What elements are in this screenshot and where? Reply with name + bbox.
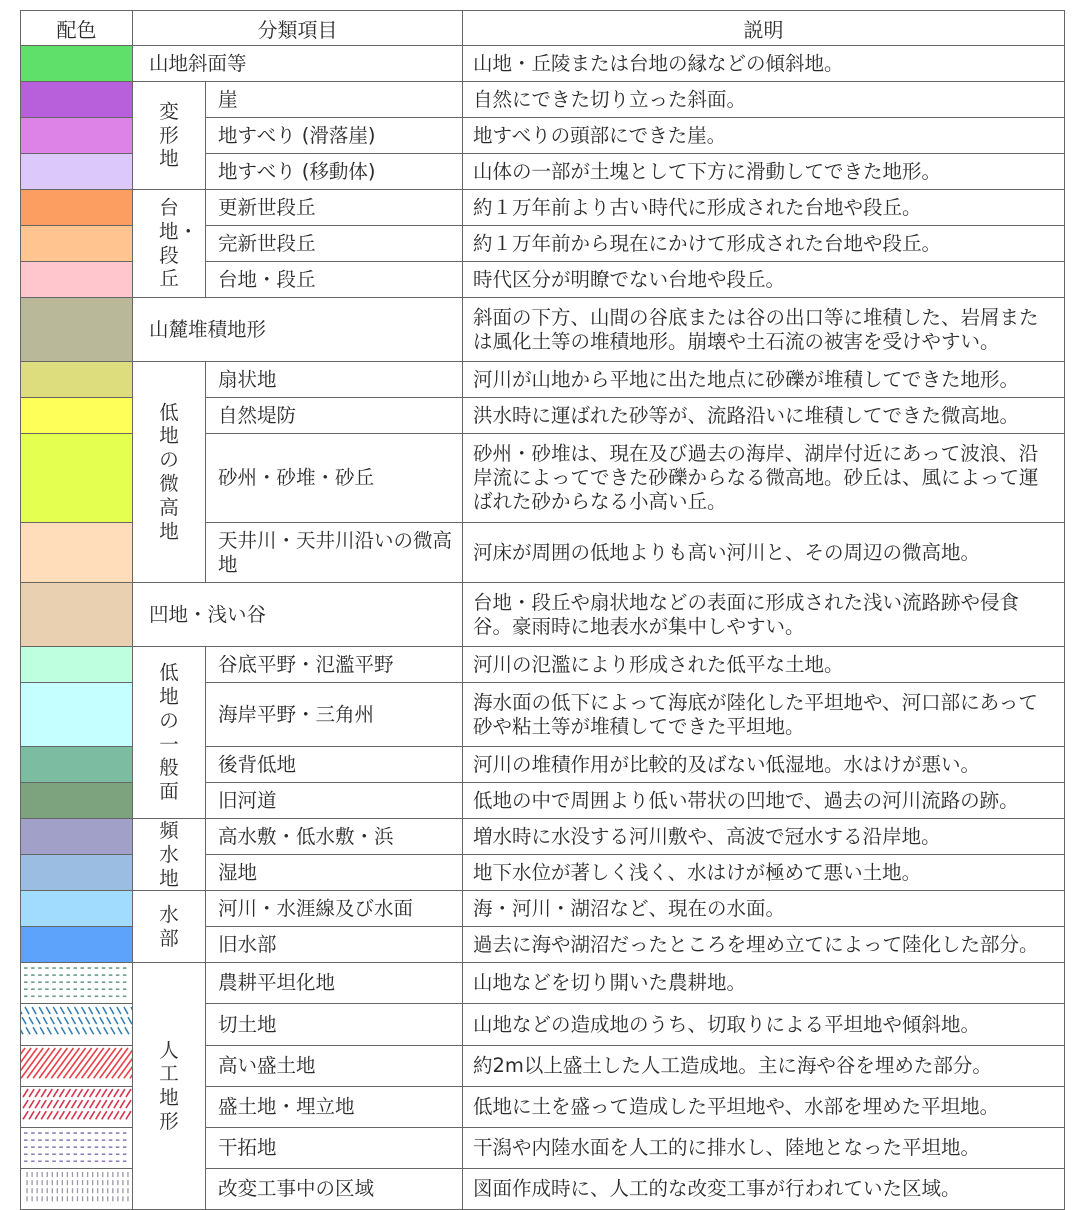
category-description: 自然にできた切り立った斜面。 (463, 82, 1065, 118)
hatch-stroke (43, 1018, 47, 1025)
color-swatch (21, 434, 133, 523)
hatch-stroke (128, 1018, 132, 1025)
hatch-stroke (36, 1018, 40, 1025)
category-name: 扇状地 (206, 362, 463, 398)
category-name: 台地・段丘 (206, 262, 463, 298)
hatch-swatch (21, 1045, 133, 1086)
category-name: 凹地・浅い谷 (133, 583, 463, 647)
category-name: 干拓地 (206, 1127, 463, 1168)
hatch-stroke (120, 1100, 125, 1108)
hatch-stroke (29, 1111, 34, 1119)
hatch-pattern (21, 1046, 132, 1080)
hatch-stroke (47, 1089, 52, 1097)
group-henkei: 変形地 (159, 99, 179, 171)
hatch-stroke (75, 1048, 97, 1078)
category-name: 湿地 (206, 855, 463, 891)
hatch-stroke (60, 1007, 64, 1014)
category-name: 改変工事中の区域 (206, 1168, 463, 1209)
hatch-stroke (65, 1100, 70, 1108)
hatch-stroke (96, 1100, 101, 1108)
hatch-stroke (46, 1007, 50, 1014)
hatch-stroke (111, 1028, 115, 1035)
hatch-stroke (96, 1007, 100, 1014)
hatch-stroke (65, 1089, 70, 1097)
category-description: 河川が山地から平地に出た地点に砂礫が堆積してできた地形。 (463, 362, 1065, 398)
hatch-stroke (106, 1048, 128, 1078)
category-description: 台地・段丘や扇状地などの表面に形成された浅い流路跡や侵食谷。豪雨時に地表水が集中しやすい。 (463, 583, 1065, 647)
category-name: 後背低地 (206, 747, 463, 783)
group-daichi: 台地・段丘 (159, 195, 199, 291)
category-description: 約2m以上盛土した人工造成地。主に海や谷を埋めた部分。 (463, 1045, 1065, 1086)
category-description: 低地の中で周囲より低い帯状の凹地で、過去の河川流路の跡。 (463, 783, 1065, 819)
table-row (21, 82, 1065, 118)
color-swatch (21, 154, 133, 190)
hatch-stroke (71, 1111, 76, 1119)
hatch-stroke (114, 1089, 119, 1097)
hatch-stroke (84, 1111, 89, 1119)
hatch-stroke (102, 1100, 107, 1108)
hatch-stroke (26, 1028, 30, 1035)
hatch-pattern (21, 1087, 132, 1121)
hatch-stroke (41, 1089, 46, 1097)
hatch-pattern (21, 1128, 132, 1162)
hatch-stroke (50, 1018, 54, 1025)
category-name: 農耕平坦化地 (206, 963, 463, 1004)
hatch-stroke (78, 1100, 83, 1108)
category-description: 海水面の低下によって海底が陸化した平坦地や、河口部にあって砂や粘土等が堆積してできた平坦地。 (463, 683, 1065, 747)
hatch-pattern (21, 963, 132, 997)
hatch-stroke (21, 1028, 23, 1035)
hatch-swatch (21, 1004, 133, 1045)
hatch-stroke (21, 1048, 43, 1078)
color-swatch (21, 82, 133, 118)
hatch-stroke (100, 1048, 122, 1078)
category-description: 約１万年前から現在にかけて形成された台地や段丘。 (463, 226, 1065, 262)
hatch-stroke (114, 1100, 119, 1108)
hatch-stroke (126, 1100, 131, 1108)
hatch-stroke (94, 1048, 116, 1078)
hatch-stroke (23, 1111, 28, 1119)
header-row (21, 11, 1065, 46)
hatch-stroke (53, 1111, 58, 1119)
hatch-stroke (97, 1028, 101, 1035)
hatch-stroke (117, 1007, 121, 1014)
hatch-stroke (114, 1111, 119, 1119)
hatch-stroke (41, 1100, 46, 1108)
group-teichi-ippanmen: 低地の一般面 (159, 661, 179, 804)
category-name: 天井川・天井川沿いの微高地 (206, 523, 463, 583)
category-description: 山体の一部が土塊として下方に滑動してできた地形。 (463, 154, 1065, 190)
color-swatch (21, 747, 133, 783)
hatch-stroke (71, 1018, 75, 1025)
category-description: 約１万年前より古い時代に形成された台地や段丘。 (463, 190, 1065, 226)
hatch-stroke (65, 1111, 70, 1119)
hatch-stroke (32, 1007, 36, 1014)
hatch-stroke (86, 1018, 90, 1025)
hatch-swatch (21, 963, 133, 1004)
hatch-pattern (21, 1004, 132, 1038)
color-swatch (21, 855, 133, 891)
hatch-stroke (90, 1100, 95, 1108)
category-name: 河川・水涯線及び水面 (206, 891, 463, 927)
hatch-stroke (120, 1089, 125, 1097)
category-description: 河床が周囲の低地よりも高い河川と、その周辺の微高地。 (463, 523, 1065, 583)
color-swatch (21, 190, 133, 226)
category-name: 盛土地・埋立地 (206, 1086, 463, 1127)
hatch-stroke (90, 1111, 95, 1119)
category-name: 自然堤防 (206, 398, 463, 434)
hatch-stroke (35, 1111, 40, 1119)
group-label (133, 362, 206, 583)
group-teichi-bikouchi: 低地の微高地 (159, 400, 179, 543)
hatch-stroke (108, 1089, 113, 1097)
hatch-stroke (74, 1007, 78, 1014)
color-swatch (21, 891, 133, 927)
hatch-stroke (82, 1048, 104, 1078)
hatch-stroke (63, 1048, 85, 1078)
color-swatch (21, 398, 133, 434)
category-name: 旧水部 (206, 927, 463, 963)
category-description: 砂州・砂堆は、現在及び過去の海岸、湖岸付近にあって波浪、沿岸流によってできた砂礫からなる微高地。砂丘は、風によって運ばれた砂からなる小高い丘。 (463, 434, 1065, 523)
category-name: 山地斜面等 (133, 46, 463, 82)
header-description: 説明 (463, 11, 1065, 46)
color-swatch (21, 46, 133, 82)
hatch-swatch (21, 1127, 133, 1168)
category-description: 時代区分が明瞭でない台地や段丘。 (463, 262, 1065, 298)
hatch-stroke (103, 1007, 107, 1014)
hatch-stroke (29, 1100, 34, 1108)
group-label (133, 963, 206, 1209)
category-name: 地すべり (滑落崖) (206, 118, 463, 154)
category-description: 海・河川・湖沼など、現在の水面。 (463, 891, 1065, 927)
category-description: 山地・丘陵または台地の縁などの傾斜地。 (463, 46, 1065, 82)
category-description: 過去に海や湖沼だったところを埋め立てによって陸化した部分。 (463, 927, 1065, 963)
category-name: 完新世段丘 (206, 226, 463, 262)
category-description: 増水時に水没する河川敷や、高波で冠水する沿岸地。 (463, 819, 1065, 855)
hatch-stroke (78, 1111, 83, 1119)
hatch-stroke (41, 1111, 46, 1119)
table-row (21, 46, 1065, 82)
table-row (21, 298, 1065, 362)
hatch-stroke (102, 1111, 107, 1119)
landform-legend-table (20, 10, 1065, 1210)
group-jinkou: 人工地形 (159, 1038, 179, 1133)
hatch-stroke (64, 1018, 68, 1025)
hatch-swatch (21, 1168, 133, 1209)
hatch-stroke (57, 1048, 79, 1078)
hatch-stroke (59, 1089, 64, 1097)
hatch-stroke (59, 1111, 64, 1119)
category-description: 地下水位が著しく浅く、水はけが極めて悪い土地。 (463, 855, 1065, 891)
color-swatch (21, 118, 133, 154)
color-swatch (21, 298, 133, 362)
category-description: 山地などの造成地のうち、切取りによる平坦地や傾斜地。 (463, 1004, 1065, 1045)
table-row (21, 583, 1065, 647)
hatch-pattern (21, 1169, 132, 1203)
color-swatch (21, 783, 133, 819)
group-label (133, 190, 206, 298)
category-name: 崖 (206, 82, 463, 118)
hatch-stroke (27, 1048, 49, 1078)
hatch-stroke (47, 1111, 52, 1119)
category-description: 干潟や内陸水面を人工的に排水し、陸地となった平坦地。 (463, 1127, 1065, 1168)
category-name: 旧河道 (206, 783, 463, 819)
group-label (133, 891, 206, 963)
hatch-stroke (118, 1028, 122, 1035)
table-row (21, 819, 1065, 855)
hatch-stroke (57, 1018, 61, 1025)
hatch-stroke (84, 1100, 89, 1108)
hatch-stroke (93, 1018, 97, 1025)
table-row (21, 647, 1065, 683)
category-description: 河川の堆積作用が比較的及ばない低湿地。水はけが悪い。 (463, 747, 1065, 783)
hatch-stroke (75, 1028, 79, 1035)
hatch-stroke (78, 1089, 83, 1097)
category-name: 高い盛土地 (206, 1045, 463, 1086)
hatch-stroke (126, 1111, 131, 1119)
table-row (21, 963, 1065, 1004)
category-description: 図面作成時に、人工的な改変工事が行われていた区域。 (463, 1168, 1065, 1209)
category-name: 切土地 (206, 1004, 463, 1045)
category-description: 低地に土を盛って造成した平坦地や、水部を埋めた平坦地。 (463, 1086, 1065, 1127)
hatch-stroke (110, 1007, 114, 1014)
hatch-stroke (35, 1100, 40, 1108)
hatch-stroke (89, 1007, 93, 1014)
hatch-swatch (21, 1086, 133, 1127)
hatch-stroke (114, 1018, 118, 1025)
hatch-stroke (45, 1048, 67, 1078)
hatch-stroke (82, 1007, 86, 1014)
header-category: 分類項目 (133, 11, 463, 46)
group-suibu: 水部 (159, 903, 179, 950)
category-description: 山地などを切り開いた農耕地。 (463, 963, 1065, 1004)
hatch-stroke (53, 1007, 57, 1014)
color-swatch (21, 523, 133, 583)
hatch-stroke (131, 1007, 132, 1014)
category-name: 地すべり (移動体) (206, 154, 463, 190)
hatch-stroke (79, 1018, 83, 1025)
hatch-stroke (29, 1018, 33, 1025)
hatch-stroke (120, 1111, 125, 1119)
hatch-stroke (35, 1089, 40, 1097)
category-name: 山麓堆積地形 (133, 298, 463, 362)
hatch-stroke (39, 1007, 43, 1014)
hatch-stroke (84, 1089, 89, 1097)
group-label (133, 82, 206, 190)
hatch-stroke (71, 1100, 76, 1108)
hatch-stroke (71, 1089, 76, 1097)
hatch-stroke (90, 1089, 95, 1097)
category-name: 砂州・砂堆・砂丘 (206, 434, 463, 523)
table-row (21, 362, 1065, 398)
color-swatch (21, 647, 133, 683)
hatch-stroke (88, 1048, 110, 1078)
hatch-stroke (33, 1048, 55, 1078)
category-name: 海岸平野・三角州 (206, 683, 463, 747)
color-swatch (21, 226, 133, 262)
hatch-stroke (40, 1028, 44, 1035)
group-label (133, 819, 206, 891)
group-hinsui: 頻水地 (159, 819, 179, 890)
hatch-stroke (47, 1028, 51, 1035)
hatch-stroke (47, 1100, 52, 1108)
hatch-stroke (53, 1089, 58, 1097)
hatch-stroke (121, 1018, 125, 1025)
category-name: 高水敷・低水敷・浜 (206, 819, 463, 855)
hatch-stroke (102, 1089, 107, 1097)
hatch-stroke (90, 1028, 94, 1035)
hatch-stroke (68, 1028, 72, 1035)
hatch-stroke (51, 1048, 73, 1078)
category-name: 更新世段丘 (206, 190, 463, 226)
color-swatch (21, 927, 133, 963)
category-name: 谷底平野・氾濫平野 (206, 647, 463, 683)
hatch-stroke (59, 1100, 64, 1108)
category-description: 斜面の下方、山間の谷底または谷の出口等に堆積した、岩屑または風化土等の堆積地形。崩壊や土石流の被害を受けやすい。 (463, 298, 1065, 362)
hatch-stroke (25, 1007, 29, 1014)
hatch-stroke (22, 1018, 26, 1025)
hatch-stroke (125, 1028, 129, 1035)
hatch-stroke (108, 1111, 113, 1119)
hatch-stroke (61, 1028, 65, 1035)
hatch-stroke (83, 1028, 87, 1035)
hatch-stroke (33, 1028, 37, 1035)
color-swatch (21, 362, 133, 398)
hatch-stroke (53, 1100, 58, 1108)
hatch-stroke (96, 1089, 101, 1097)
hatch-stroke (124, 1007, 128, 1014)
hatch-stroke (96, 1111, 101, 1119)
hatch-stroke (69, 1048, 91, 1078)
group-label (133, 647, 206, 819)
hatch-stroke (104, 1028, 108, 1035)
category-description: 洪水時に運ばれた砂等が、流路沿いに堆積してできた微高地。 (463, 398, 1065, 434)
category-description: 地すべりの頭部にできた崖。 (463, 118, 1065, 154)
hatch-stroke (107, 1018, 111, 1025)
hatch-stroke (100, 1018, 104, 1025)
color-swatch (21, 683, 133, 747)
color-swatch (21, 583, 133, 647)
hatch-stroke (54, 1028, 58, 1035)
hatch-stroke (67, 1007, 71, 1014)
hatch-stroke (126, 1089, 131, 1097)
color-swatch (21, 262, 133, 298)
hatch-stroke (108, 1100, 113, 1108)
hatch-stroke (23, 1100, 28, 1108)
hatch-stroke (23, 1089, 28, 1097)
color-swatch (21, 819, 133, 855)
hatch-stroke (21, 1007, 22, 1014)
header-color: 配色 (21, 11, 133, 46)
hatch-stroke (29, 1089, 34, 1097)
category-description: 河川の氾濫により形成された低平な土地。 (463, 647, 1065, 683)
table-row (21, 190, 1065, 226)
table-row (21, 891, 1065, 927)
hatch-stroke (39, 1048, 61, 1078)
